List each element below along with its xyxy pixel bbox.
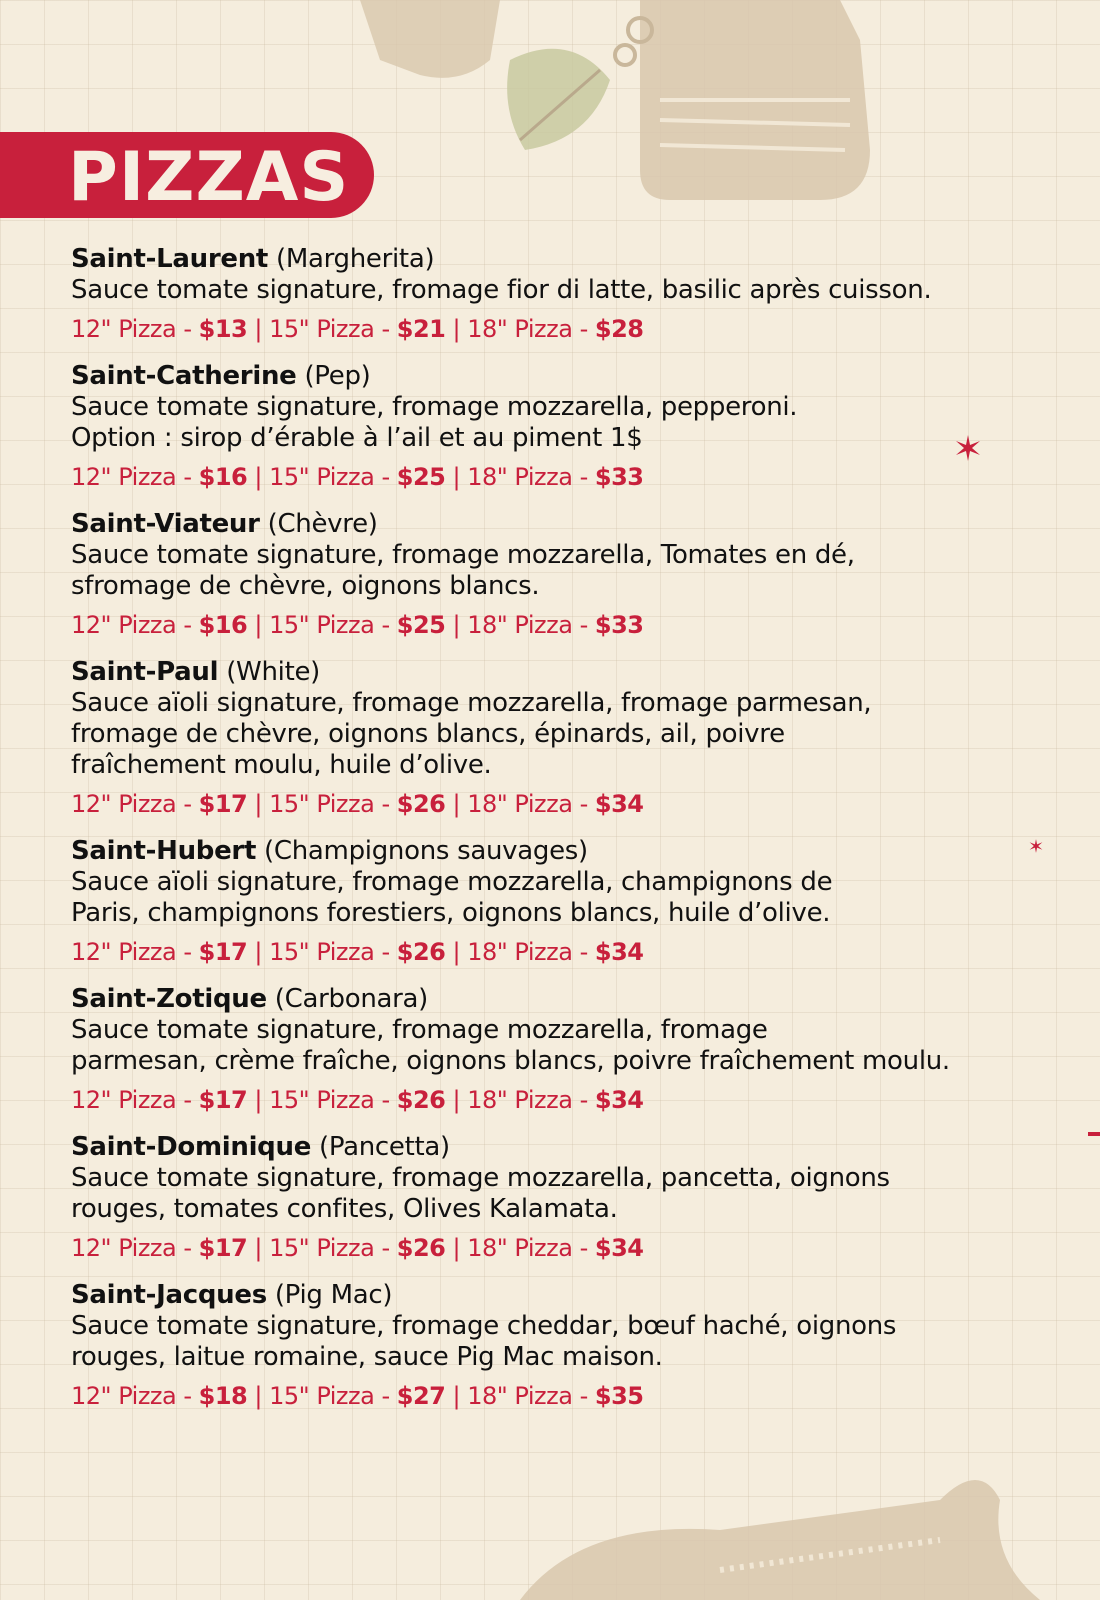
menu-item [71,361,1061,492]
price-value: $26 [396,1234,446,1262]
item-description: Sauce tomate signature, fromage mozzarella, Tomates en dé, [71,540,855,570]
item-style: (Pig Mac) [274,1280,393,1310]
item-heading [71,509,1061,540]
item-description: Option : sirop d’érable à l’ail et au piment 1$ [71,423,643,453]
price-separator: | [445,315,468,343]
price-separator: | [247,1086,270,1114]
item-prices: 12" Pizza - $17 | 15" Pizza - $26 | 18" Pizza - $34 [71,790,644,818]
item-name: Saint-Viateur [71,509,260,539]
item-heading [71,1132,1061,1163]
item-name: Saint-Paul [71,657,219,687]
size-label: 15" Pizza [269,463,375,491]
item-description: rouges, laitue romaine, sauce Pig Mac maison. [71,1342,663,1372]
item-style: (Champignons sauvages) [264,836,588,866]
item-name: Saint-Jacques [71,1280,267,1310]
pizza-menu [71,244,1061,1428]
price-separator: | [247,1234,270,1262]
price-value: $34 [594,938,644,966]
accent-mark [1088,1132,1100,1136]
price-separator: | [247,938,270,966]
price-separator: | [247,315,270,343]
item-heading [71,361,1061,392]
size-label: 12" Pizza [71,1382,177,1410]
price-value: $16 [198,463,248,491]
size-label: 12" Pizza [71,1234,177,1262]
price-separator: | [445,611,468,639]
item-style: (Pancetta) [319,1132,450,1162]
item-prices: 12" Pizza - $16 | 15" Pizza - $25 | 18" Pizza - $33 [71,463,644,491]
size-label: 18" Pizza [467,315,573,343]
item-description: Sauce aïoli signature, fromage mozzarella, fromage parmesan, [71,688,872,718]
section-banner [0,132,374,218]
item-heading [71,1280,1061,1311]
item-prices: 12" Pizza - $18 | 15" Pizza - $27 | 18" Pizza - $35 [71,1382,644,1410]
menu-item [71,509,1061,640]
item-style: (Pep) [304,361,371,391]
price-value: $21 [396,315,446,343]
price-separator: | [445,790,468,818]
size-label: 12" Pizza [71,611,177,639]
size-label: 15" Pizza [269,790,375,818]
size-label: 15" Pizza [269,938,375,966]
price-value: $17 [198,938,248,966]
item-heading [71,244,1061,275]
menu-item [71,984,1061,1115]
item-name: Saint-Laurent [71,244,269,274]
price-separator: | [247,611,270,639]
item-prices: 12" Pizza - $16 | 15" Pizza - $25 | 18" Pizza - $33 [71,611,644,639]
price-value: $17 [198,1234,248,1262]
price-value: $26 [396,1086,446,1114]
size-label: 18" Pizza [467,1086,573,1114]
price-separator: | [247,790,270,818]
price-separator: | [445,1234,468,1262]
item-description: Sauce tomate signature, fromage cheddar, bœuf haché, oignons [71,1311,897,1341]
size-label: 18" Pizza [467,790,573,818]
item-prices: 12" Pizza - $13 | 15" Pizza - $21 | 18" Pizza - $28 [71,315,644,343]
price-value: $18 [198,1382,248,1410]
price-separator: | [445,463,468,491]
price-value: $17 [198,1086,248,1114]
price-separator: | [445,1382,468,1410]
price-value: $34 [594,1234,644,1262]
size-label: 12" Pizza [71,463,177,491]
size-label: 18" Pizza [467,611,573,639]
item-description: Sauce aïoli signature, fromage mozzarella, champignons de [71,867,833,897]
price-value: $34 [594,1086,644,1114]
item-name: Saint-Catherine [71,361,297,391]
size-label: 15" Pizza [269,1234,375,1262]
price-value: $35 [594,1382,644,1410]
price-value: $26 [396,938,446,966]
item-description: Sauce tomate signature, fromage mozzarella, pancetta, oignons [71,1163,890,1193]
item-prices: 12" Pizza - $17 | 15" Pizza - $26 | 18" Pizza - $34 [71,1086,644,1114]
item-description: Sauce tomate signature, fromage mozzarella, fromage [71,1015,768,1045]
item-description: fraîchement moulu, huile d’olive. [71,750,492,780]
size-label: 18" Pizza [467,938,573,966]
pizza-peel-illustration [520,1440,1080,1600]
size-label: 12" Pizza [71,790,177,818]
item-heading [71,657,1061,688]
size-label: 18" Pizza [467,463,573,491]
size-label: 12" Pizza [71,315,177,343]
size-label: 12" Pizza [71,938,177,966]
price-value: $17 [198,790,248,818]
item-style: (Carbonara) [274,984,429,1014]
item-prices: 12" Pizza - $17 | 15" Pizza - $26 | 18" Pizza - $34 [71,938,644,966]
item-style: (Chèvre) [267,509,378,539]
item-heading [71,836,1061,867]
price-value: $25 [396,611,446,639]
item-heading [71,984,1061,1015]
item-description: Paris, champignons forestiers, oignons blancs, huile d’olive. [71,898,831,928]
menu-item [71,1132,1061,1263]
item-description: rouges, tomates confites, Olives Kalamata. [71,1194,618,1224]
size-label: 15" Pizza [269,1086,375,1114]
size-label: 18" Pizza [467,1382,573,1410]
price-value: $27 [396,1382,446,1410]
menu-item [71,244,1061,344]
price-separator: | [445,1086,468,1114]
item-prices: 12" Pizza - $17 | 15" Pizza - $26 | 18" Pizza - $34 [71,1234,644,1262]
price-value: $34 [594,790,644,818]
menu-item [71,1280,1061,1411]
price-separator: | [445,938,468,966]
size-label: 15" Pizza [269,611,375,639]
price-value: $16 [198,611,248,639]
size-label: 12" Pizza [71,1086,177,1114]
item-name: Saint-Hubert [71,836,257,866]
menu-item [71,836,1061,967]
jar-illustration [340,0,900,210]
size-label: 15" Pizza [269,315,375,343]
price-value: $33 [594,463,644,491]
price-value: $28 [594,315,644,343]
item-style: (Margherita) [276,244,435,274]
price-value: $26 [396,790,446,818]
item-style: (White) [226,657,321,687]
price-value: $25 [396,463,446,491]
section-title: PIZZAS [68,138,350,217]
price-value: $33 [594,611,644,639]
size-label: 15" Pizza [269,1382,375,1410]
item-name: Saint-Dominique [71,1132,312,1162]
item-name: Saint-Zotique [71,984,267,1014]
price-separator: | [247,463,270,491]
item-description: Sauce tomate signature, fromage mozzarella, pepperoni. [71,392,798,422]
item-description: Sauce tomate signature, fromage fior di latte, basilic après cuisson. [71,275,932,305]
price-value: $13 [198,315,248,343]
price-separator: | [247,1382,270,1410]
item-description: fromage de chèvre, oignons blancs, épinards, ail, poivre [71,719,785,749]
menu-item [71,657,1061,819]
size-label: 18" Pizza [467,1234,573,1262]
item-description: sfromage de chèvre, oignons blancs. [71,571,540,601]
item-description: parmesan, crème fraîche, oignons blancs, poivre fraîchement moulu. [71,1046,950,1076]
